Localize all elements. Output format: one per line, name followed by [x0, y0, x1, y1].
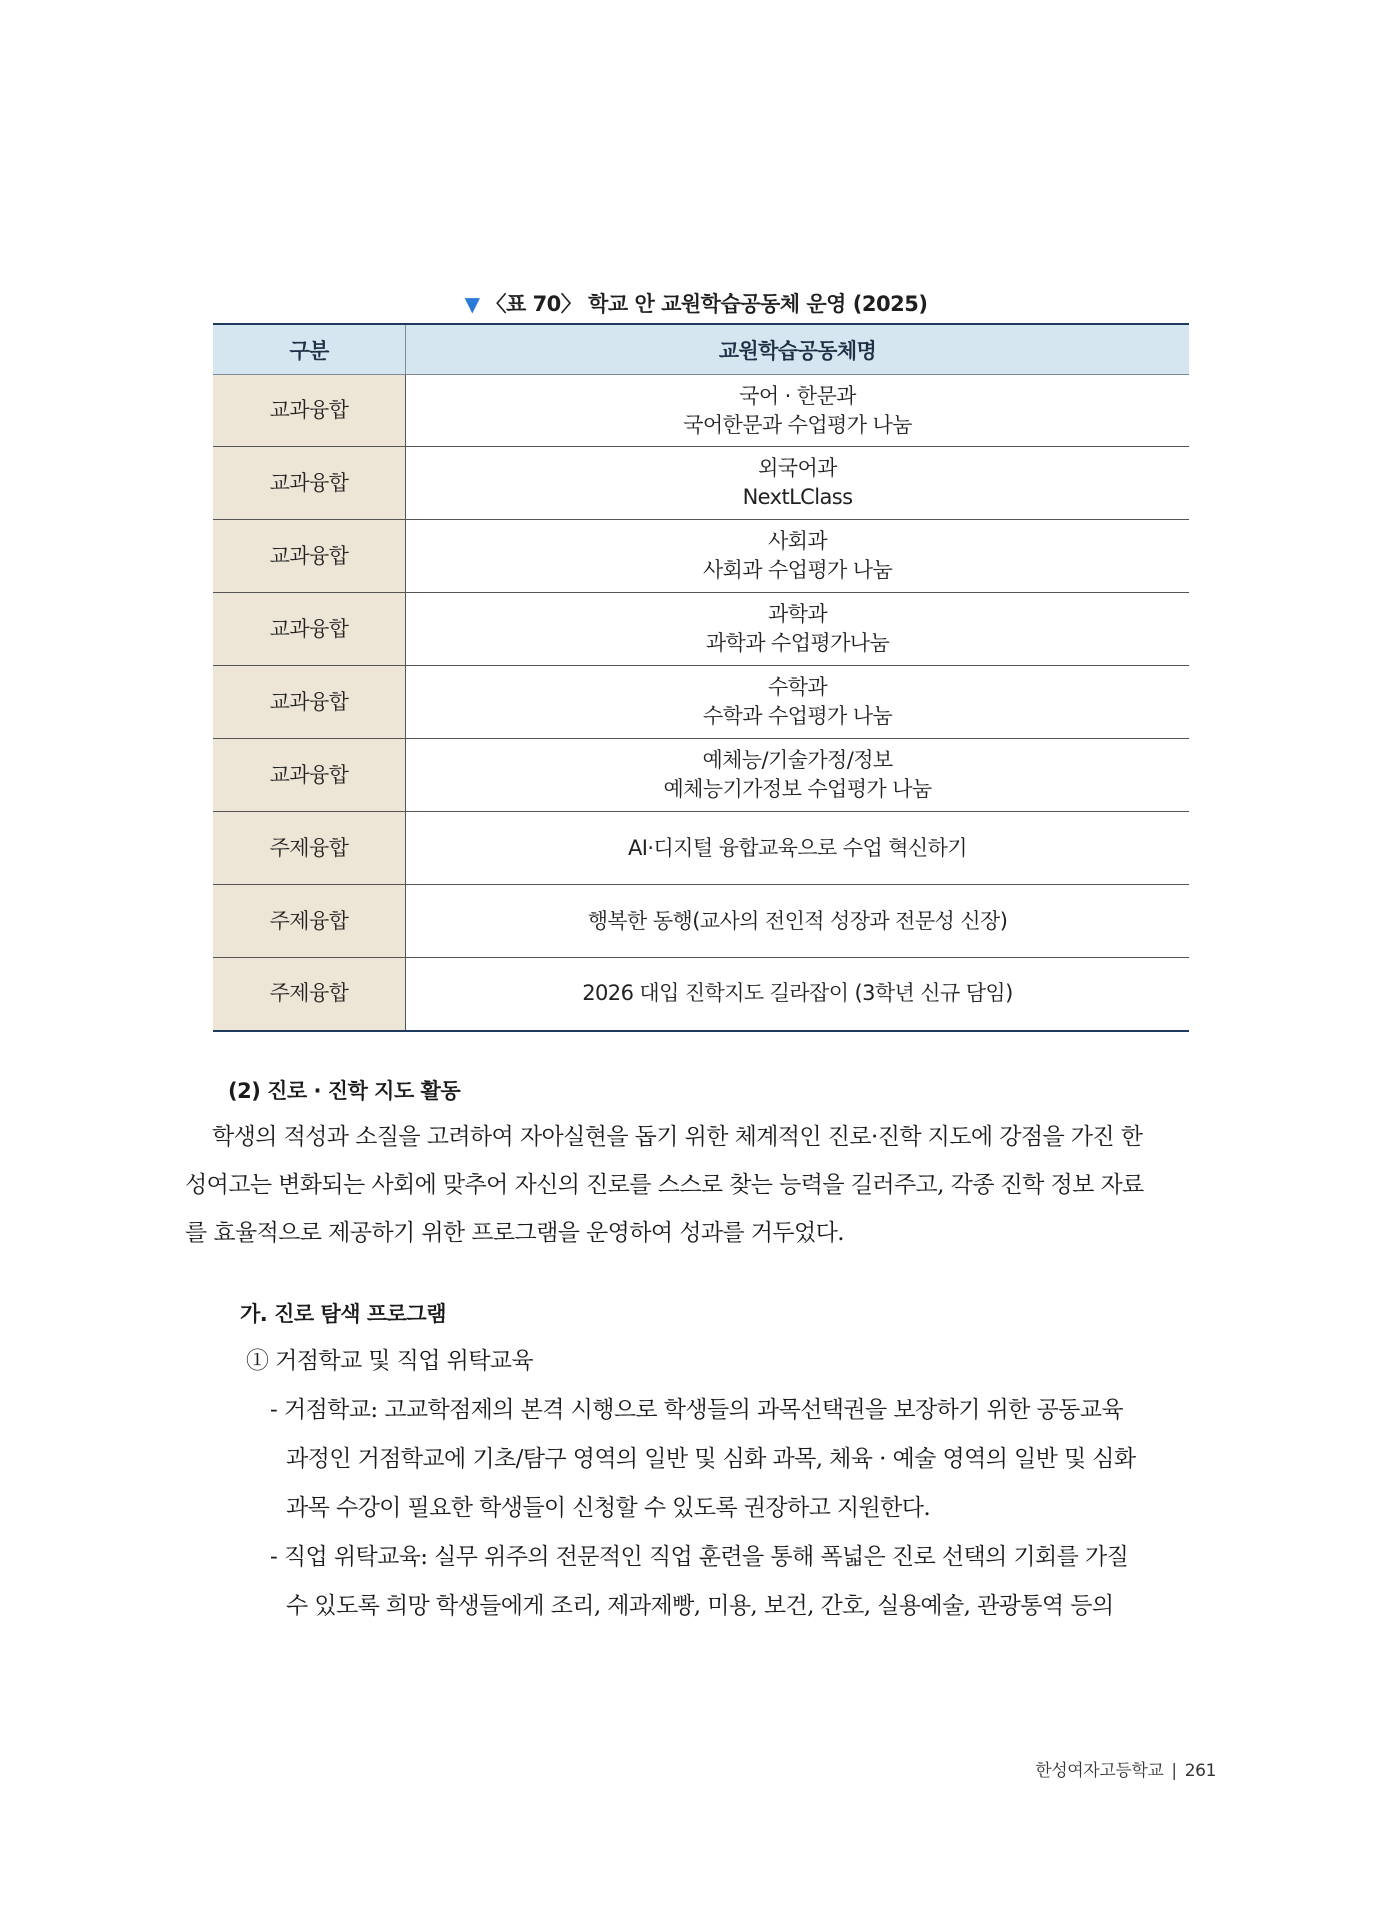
row-community-cell — [406, 447, 1190, 520]
community-line: 과학과 — [767, 602, 828, 626]
bullet-line: 과정인 거점학교에 기초/탐구 영역의 일반 및 심화 과목, 체육 · 예술 영역의 일반 및 심화 — [286, 1446, 1136, 1472]
community-line: 행복한 동행(교사의 전인적 성장과 전문성 신장) — [587, 908, 1008, 933]
row-community-cell — [406, 958, 1190, 1031]
row-category: 주제융합 — [213, 958, 406, 1031]
community-line: 예체능/기술가정/정보 — [702, 748, 893, 772]
community-line: 외국어과 — [758, 456, 837, 480]
table-caption — [0, 288, 1392, 318]
subsection-heading: 가. 진로 탐색 프로그램 — [240, 1302, 446, 1326]
table-header-row — [213, 324, 1189, 375]
bullet-line: 수 있도록 희망 학생들에게 조리, 제과제빵, 미용, 보건, 간호, 실용예술, 관광통역 등의 — [286, 1593, 1114, 1619]
page-footer — [1035, 1756, 1216, 1781]
table-row — [213, 812, 1189, 885]
row-community-cell — [406, 812, 1190, 885]
page-number: 261 — [1184, 1761, 1216, 1781]
row-community-cell — [406, 739, 1190, 812]
row-category: 교과융합 — [213, 520, 406, 593]
row-community-cell — [406, 666, 1190, 739]
row-community-cell — [406, 375, 1190, 447]
community-line: 사회과 수업평가 나눔 — [702, 558, 893, 582]
footer-separator: | — [1171, 1761, 1177, 1781]
row-category: 교과융합 — [213, 375, 406, 447]
paragraph-line: 학생의 적성과 소질을 고려하여 자아실현을 돕기 위한 체계적인 진로·진학 지도에 강점을 가진 한 — [212, 1124, 1143, 1150]
community-line: AI·디지털 융합교육으로 수업 혁신하기 — [628, 835, 967, 860]
row-community-cell — [406, 520, 1190, 593]
row-category: 교과융합 — [213, 593, 406, 666]
table-row — [213, 739, 1189, 812]
community-line: 과학과 수업평가나눔 — [705, 631, 890, 655]
bullet-line: - 직업 위탁교육: 실무 위주의 전문적인 직업 훈련을 통해 폭넓은 진로 선택의 기회를 가질 — [270, 1544, 1129, 1570]
table-row — [213, 520, 1189, 593]
table-row — [213, 447, 1189, 520]
row-category: 교과융합 — [213, 739, 406, 812]
header-community-name: 교원학습공동체명 — [406, 324, 1190, 375]
table-row — [213, 958, 1189, 1031]
triangle-down-icon: ▼ — [464, 292, 480, 316]
section-heading: (2) 진로 · 진학 지도 활동 — [228, 1079, 461, 1103]
community-line: 사회과 — [767, 529, 828, 553]
list-item-title: ① 거점학교 및 직업 위탁교육 — [246, 1348, 534, 1374]
table-caption-text: 〈표 70〉 학교 안 교원학습공동체 운영 (2025) — [485, 292, 928, 316]
community-line: 2026 대입 진학지도 길라잡이 (3학년 신규 담임) — [582, 981, 1013, 1006]
header-category: 구분 — [213, 324, 406, 375]
row-category: 주제융합 — [213, 812, 406, 885]
table-row — [213, 593, 1189, 666]
community-line: NextLClass — [742, 485, 853, 509]
bullet-line: - 거점학교: 고교학점제의 본격 시행으로 학생들의 과목선택권을 보장하기 위한 공동교육 — [270, 1397, 1123, 1423]
community-line: 수학과 수업평가 나눔 — [702, 704, 893, 728]
table-row — [213, 885, 1189, 958]
learning-community-table — [213, 323, 1189, 1032]
row-category: 교과융합 — [213, 666, 406, 739]
community-line: 예체능기가정보 수업평가 나눔 — [663, 777, 932, 801]
community-line: 국어한문과 수업평가 나눔 — [683, 412, 912, 437]
footer-school-name: 한성여자고등학교 — [1035, 1761, 1164, 1781]
table-row — [213, 375, 1189, 447]
paragraph-line: 성여고는 변화되는 사회에 맞추어 자신의 진로를 스스로 찾는 능력을 길러주고, 각종 진학 정보 자료 — [185, 1172, 1144, 1198]
community-line: 국어 · 한문과 — [739, 383, 856, 408]
row-community-cell — [406, 593, 1190, 666]
bullet-line: 과목 수강이 필요한 학생들이 신청할 수 있도록 권장하고 지원한다. — [286, 1495, 931, 1521]
paragraph-line: 를 효율적으로 제공하기 위한 프로그램을 운영하여 성과를 거두었다. — [185, 1220, 844, 1246]
row-category: 교과융합 — [213, 447, 406, 520]
table-row — [213, 666, 1189, 739]
row-community-cell — [406, 885, 1190, 958]
community-line: 수학과 — [767, 675, 828, 699]
row-category: 주제융합 — [213, 885, 406, 958]
